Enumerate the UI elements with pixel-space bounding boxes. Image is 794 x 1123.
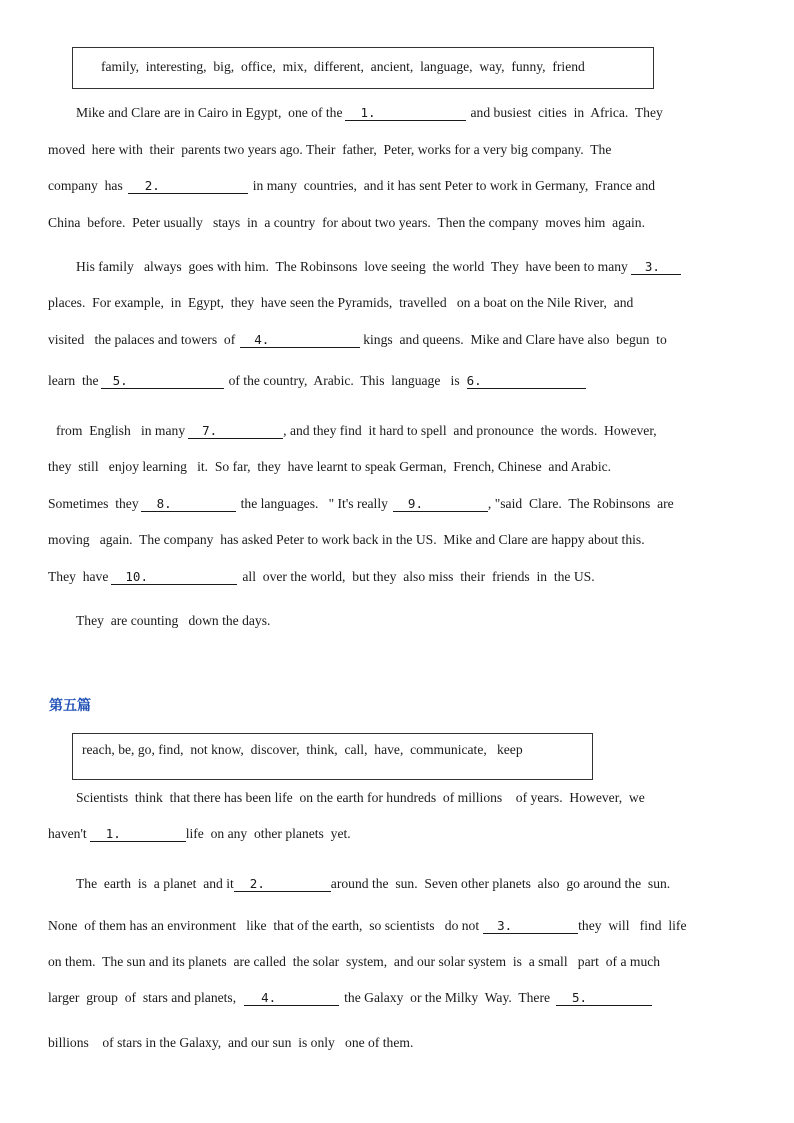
blank-1[interactable] <box>345 106 466 121</box>
text: kings and queens. Mike and Clare have also begun to <box>363 332 667 347</box>
blank-number: 9. <box>407 496 423 511</box>
passage4-line-6: places. For example, in Egypt, they have seen the Pyramids, travelled on a boat on the Nile River, and <box>48 295 634 310</box>
text: around the sun. Seven other planets also go around the sun. <box>330 876 671 891</box>
p5-blank-1[interactable] <box>90 827 186 842</box>
text: His family always goes with him. The Robinsons love seeing the world They have been to many <box>76 259 628 274</box>
p5-blank-4[interactable] <box>244 991 339 1006</box>
passage5-line-6 <box>48 989 652 1007</box>
passage5-line-1: Scientists think that there has been life on the earth for hundreds of millions of years. However, we <box>76 790 645 805</box>
blank-2[interactable] <box>128 179 248 194</box>
p5-blank-2[interactable] <box>234 877 331 892</box>
blank-number: 7. <box>202 423 218 438</box>
passage5-line-2 <box>48 825 351 843</box>
blank-number: 4. <box>254 332 270 347</box>
blank-number: 3. <box>644 259 660 274</box>
word-bank-1: family, interesting, big, office, mix, different, ancient, language, way, funny, friend <box>101 59 585 74</box>
text: None of them has an environment like that of the earth, so scientists do not <box>48 918 480 933</box>
blank-9[interactable] <box>393 497 488 512</box>
text: haven't <box>48 826 87 841</box>
text: , "said Clare. The Robinsons are <box>487 496 674 511</box>
passage5-line-5: on them. The sun and its planets are called the solar system, and our solar system is a small part of a much <box>48 954 661 969</box>
passage4-line-2: moved here with their parents two years ago. Their father, Peter, works for a very big company. The <box>48 142 612 157</box>
blank-7[interactable] <box>188 424 283 439</box>
text: visited the palaces and towers of <box>48 332 236 347</box>
passage4-line-11 <box>48 495 674 513</box>
text: and busiest cities in Africa. They <box>470 105 663 120</box>
passage4-line-14: They are counting down the days. <box>76 613 271 628</box>
blank-3[interactable] <box>631 260 681 275</box>
p5-blank-5[interactable] <box>556 991 652 1006</box>
section-heading: 第五篇 <box>49 698 91 714</box>
passage5-line-4 <box>48 917 687 935</box>
text: in many countries, and it has sent Peter to work in Germany, France and <box>252 178 656 193</box>
passage4-line-13 <box>48 568 595 586</box>
blank-number: 6. <box>466 373 482 388</box>
passage5-line-3 <box>76 875 670 893</box>
passage4-line-5 <box>76 258 681 276</box>
passage4-line-12: moving again. The company has asked Peter to work back in the US. Mike and Clare are happy about this. <box>48 532 645 547</box>
text: the Galaxy or the Milky Way. There <box>344 990 551 1005</box>
passage4-line-3 <box>48 177 655 195</box>
blank-number: 5. <box>112 373 128 388</box>
text: company has <box>48 178 123 193</box>
text: the languages. " It's really <box>240 496 388 511</box>
text: Mike and Clare are in Cairo in Egypt, one of the <box>76 105 343 120</box>
text: Sometimes they <box>48 496 139 511</box>
passage4-line-7 <box>48 331 667 349</box>
text: , and they find it hard to spell and pronounce the words. However, <box>283 423 657 438</box>
blank-number: 8. <box>156 496 172 511</box>
text: from English in many <box>56 423 186 438</box>
blank-number: 2. <box>249 876 265 891</box>
blank-number: 5. <box>572 990 588 1005</box>
passage4-line-8 <box>48 372 586 390</box>
text: The earth is a planet and it <box>76 876 234 891</box>
passage4-line-10: they still enjoy learning it. So far, they have learnt to speak German, French, Chinese and Arabic. <box>48 459 612 474</box>
blank-number: 1. <box>105 826 121 841</box>
text: learn the <box>48 373 99 388</box>
blank-8[interactable] <box>141 497 236 512</box>
blank-4[interactable] <box>240 333 360 348</box>
blank-6[interactable] <box>467 374 586 389</box>
word-bank-2: reach, be, go, find, not know, discover, think, call, have, communicate, keep <box>82 742 523 757</box>
text: life on any other planets yet. <box>185 826 351 841</box>
passage4-line-1 <box>76 104 663 122</box>
passage4-line-9 <box>56 422 657 440</box>
blank-number: 4. <box>261 990 277 1005</box>
text: They have <box>48 569 109 584</box>
blank-number: 2. <box>144 178 160 193</box>
blank-5[interactable] <box>101 374 224 389</box>
passage4-line-4: China before. Peter usually stays in a country for about two years. Then the company moves him again. <box>48 215 645 230</box>
blank-number: 3. <box>497 918 513 933</box>
text: all over the world, but they also miss their friends in the US. <box>242 569 595 584</box>
blank-number: 1. <box>360 105 376 120</box>
blank-number: 10. <box>125 569 148 584</box>
text: of the country, Arabic. This language is <box>228 373 460 388</box>
text: larger group of stars and planets, <box>48 990 237 1005</box>
text: they will find life <box>578 918 687 933</box>
passage5-line-7: billions of stars in the Galaxy, and our sun is only one of them. <box>48 1035 414 1050</box>
blank-10[interactable] <box>111 570 237 585</box>
p5-blank-3[interactable] <box>483 919 578 934</box>
